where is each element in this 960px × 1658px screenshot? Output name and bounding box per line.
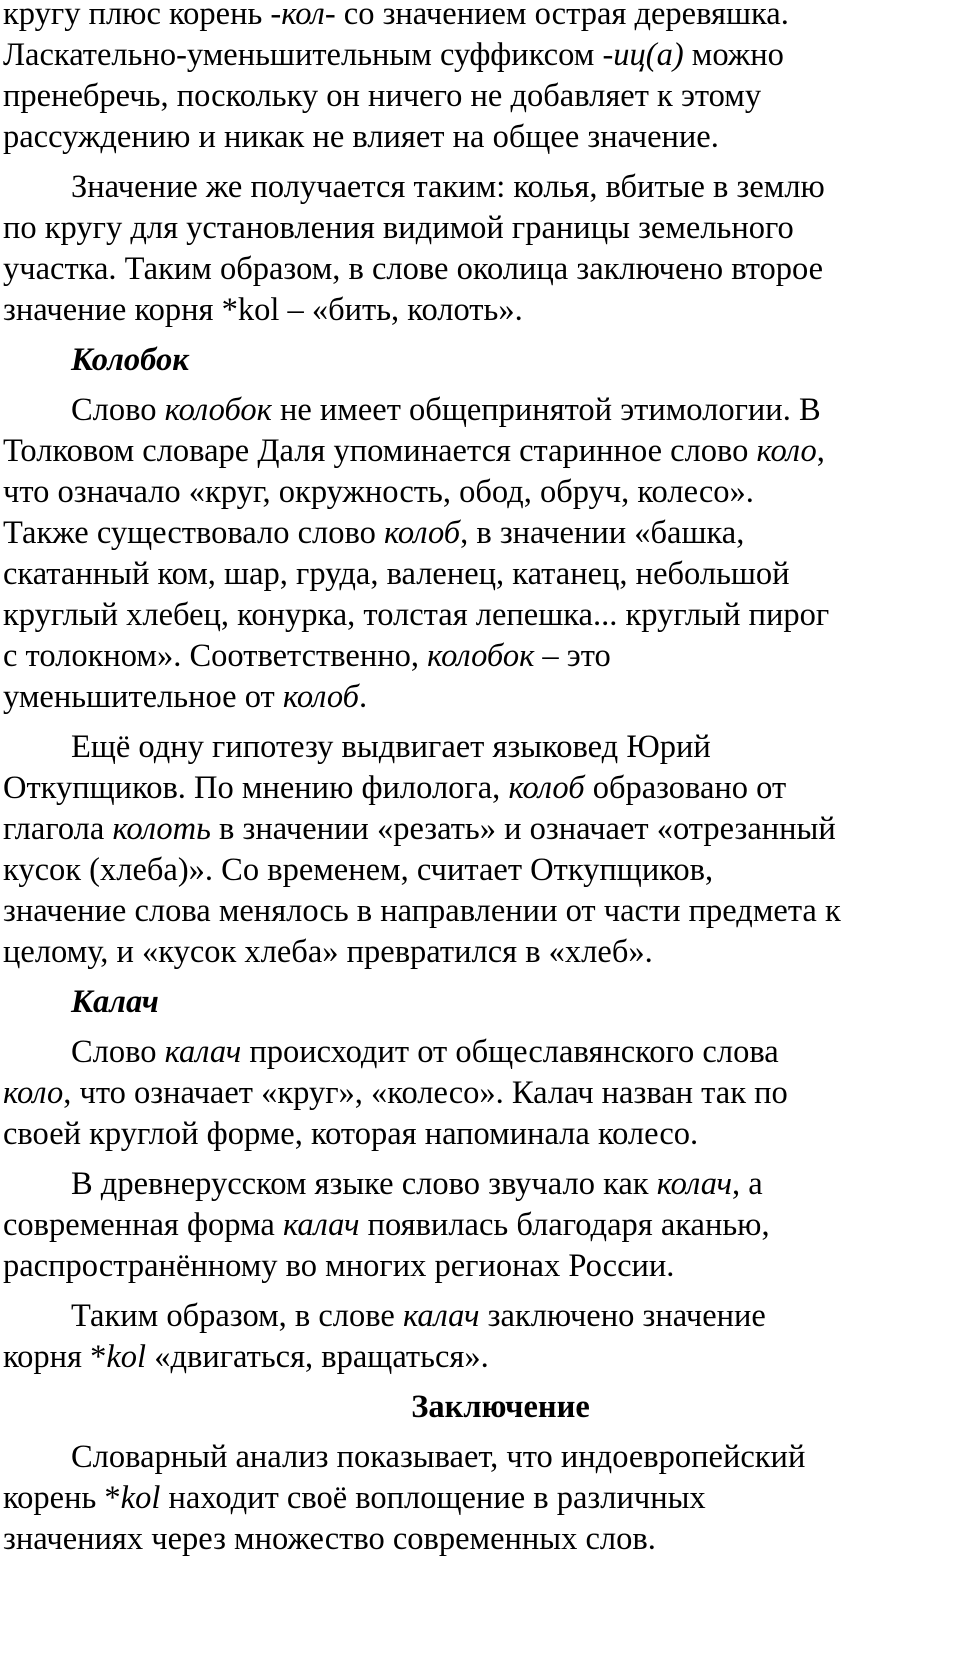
text-run: значение корня *kol – «бить, колоть». bbox=[3, 292, 523, 328]
text-run: можно bbox=[683, 37, 784, 73]
text-line bbox=[3, 1437, 958, 1478]
text-line bbox=[3, 0, 958, 35]
text-run: круглый хлебец, конурка, толстая лепешка... круглый пирог bbox=[3, 597, 830, 633]
text-run: находит своё воплощение в различных bbox=[160, 1480, 706, 1516]
text-line bbox=[3, 1519, 958, 1560]
text-line bbox=[3, 117, 958, 158]
italic-term: -кол- bbox=[270, 0, 336, 32]
text-run: глагола bbox=[3, 811, 113, 847]
italic-term: колоб bbox=[282, 679, 359, 715]
text-run: , а bbox=[732, 1166, 763, 1202]
text-run: уменьшительное от bbox=[3, 679, 283, 715]
text-run: Слово bbox=[71, 1034, 165, 1070]
text-line bbox=[3, 290, 958, 331]
text-run: кусок (хлеба)». Со временем, считает Откупщиков, bbox=[3, 852, 714, 888]
text-line bbox=[3, 35, 958, 76]
text-line bbox=[3, 513, 958, 554]
text-line bbox=[3, 809, 958, 850]
italic-term: колобок bbox=[164, 392, 272, 428]
text-run: по кругу для установления видимой границы земельного bbox=[3, 210, 794, 246]
text-run: Ещё одну гипотезу выдвигает языковед Юрий bbox=[71, 729, 711, 765]
text-run: целому, и «кусок хлеба» превратился в «хлеб». bbox=[3, 934, 653, 970]
text-run: рассуждению и никак не влияет на общее значение. bbox=[3, 119, 719, 155]
text-run: происходит от общеславянского слова bbox=[241, 1034, 779, 1070]
italic-term: коло bbox=[3, 1075, 64, 1111]
text-run: значение слова менялось в направлении от части предмета к bbox=[3, 893, 841, 929]
text-line bbox=[3, 1478, 958, 1519]
text-line bbox=[3, 891, 958, 932]
text-line bbox=[3, 431, 958, 472]
text-run: образовано от bbox=[584, 770, 787, 806]
text-line bbox=[3, 76, 958, 117]
italic-term: калач bbox=[402, 1298, 480, 1334]
text-line bbox=[3, 677, 958, 718]
text-run: участка. Таким образом, в слове околица заключено второе bbox=[3, 251, 824, 287]
text-run: – это bbox=[534, 638, 611, 674]
text-run: с толокном». Соответственно, bbox=[3, 638, 428, 674]
italic-term: колоть bbox=[112, 811, 211, 847]
paragraph bbox=[3, 727, 958, 973]
text-run: современная форма bbox=[3, 1207, 283, 1243]
text-line bbox=[3, 932, 958, 973]
text-run: своей круглой форме, которая напоминала колесо. bbox=[3, 1116, 699, 1152]
italic-term: колоб bbox=[383, 515, 461, 551]
italic-term: калач bbox=[164, 1034, 242, 1070]
text-run: , bbox=[816, 433, 825, 469]
section-heading: Колобок bbox=[71, 342, 189, 378]
text-run: скатанный ком, шар, груда, валенец, катанец, небольшой bbox=[3, 556, 790, 592]
text-run: корень * bbox=[3, 1480, 121, 1516]
text-run: Таким образом, в слове bbox=[71, 1298, 403, 1334]
text-run: Словарный анализ показывает, что индоевропейский bbox=[71, 1439, 806, 1475]
text-run: в значении «резать» и означает «отрезанный bbox=[210, 811, 836, 847]
text-run: «двигаться, вращаться». bbox=[146, 1339, 489, 1375]
paragraph bbox=[3, 390, 958, 718]
text-run: распространённому во многих регионах России. bbox=[3, 1248, 675, 1284]
text-run: . bbox=[359, 679, 368, 715]
text-run: кругу плюс корень bbox=[3, 0, 271, 32]
paragraph bbox=[3, 167, 958, 331]
text-line bbox=[3, 1205, 958, 1246]
text-run: Толковом словаре Даля упоминается старинное слово bbox=[3, 433, 757, 469]
text-line bbox=[3, 768, 958, 809]
italic-term: колач bbox=[656, 1166, 733, 1202]
text-run: , что означает «круг», «колесо». Калач назван так по bbox=[63, 1075, 788, 1111]
text-line bbox=[3, 1073, 958, 1114]
document-page bbox=[3, 0, 958, 1569]
text-line bbox=[3, 1296, 958, 1337]
italic-term: колоб bbox=[508, 770, 585, 806]
text-line bbox=[3, 390, 958, 431]
text-line bbox=[3, 1114, 958, 1155]
text-run: не имеет общепринятой этимологии. В bbox=[271, 392, 821, 428]
text-run: В древнерусском языке слово звучало как bbox=[71, 1166, 657, 1202]
text-run: со значением острая деревяшка. bbox=[335, 0, 789, 32]
italic-term: -иц(а) bbox=[602, 37, 684, 73]
text-run: Слово bbox=[71, 392, 165, 428]
text-line bbox=[3, 167, 958, 208]
paragraph bbox=[3, 1296, 958, 1378]
text-run: заключено значение bbox=[479, 1298, 766, 1334]
text-line bbox=[3, 1164, 958, 1205]
italic-term: kol bbox=[106, 1339, 147, 1375]
italic-term: kol bbox=[120, 1480, 161, 1516]
paragraph bbox=[3, 1032, 958, 1155]
text-line bbox=[3, 249, 958, 290]
paragraph bbox=[3, 0, 958, 158]
text-run: Значение же получается таким: колья, вбитые в землю bbox=[71, 169, 825, 205]
text-line bbox=[3, 636, 958, 677]
conclusion-heading: Заключение bbox=[411, 1389, 590, 1425]
text-line bbox=[3, 1337, 958, 1378]
text-run: Также существовало слово bbox=[3, 515, 384, 551]
text-run: что означало «круг, окружность, обод, обруч, колесо». bbox=[3, 474, 754, 510]
paragraph bbox=[3, 1164, 958, 1287]
text-run: Ласкательно-уменьшительным суффиксом bbox=[3, 37, 603, 73]
text-run: появилась благодаря аканью, bbox=[359, 1207, 770, 1243]
italic-term: колобок bbox=[427, 638, 535, 674]
text-run: , в значении «башка, bbox=[460, 515, 745, 551]
text-line bbox=[3, 1032, 958, 1073]
text-line bbox=[3, 850, 958, 891]
text-line bbox=[3, 727, 958, 768]
text-line bbox=[3, 595, 958, 636]
text-line bbox=[3, 1246, 958, 1287]
text-run: Откупщиков. По мнению филолога, bbox=[3, 770, 509, 806]
text-line bbox=[3, 208, 958, 249]
text-run: корня * bbox=[3, 1339, 107, 1375]
text-run: значениях через множество современных слов. bbox=[3, 1521, 656, 1557]
paragraph bbox=[3, 1437, 958, 1560]
text-line bbox=[3, 472, 958, 513]
italic-term: коло bbox=[756, 433, 817, 469]
section-heading: Калач bbox=[71, 984, 159, 1020]
text-run: пренебречь, поскольку он ничего не добавляет к этому bbox=[3, 78, 762, 114]
italic-term: калач bbox=[282, 1207, 360, 1243]
text-line bbox=[3, 554, 958, 595]
